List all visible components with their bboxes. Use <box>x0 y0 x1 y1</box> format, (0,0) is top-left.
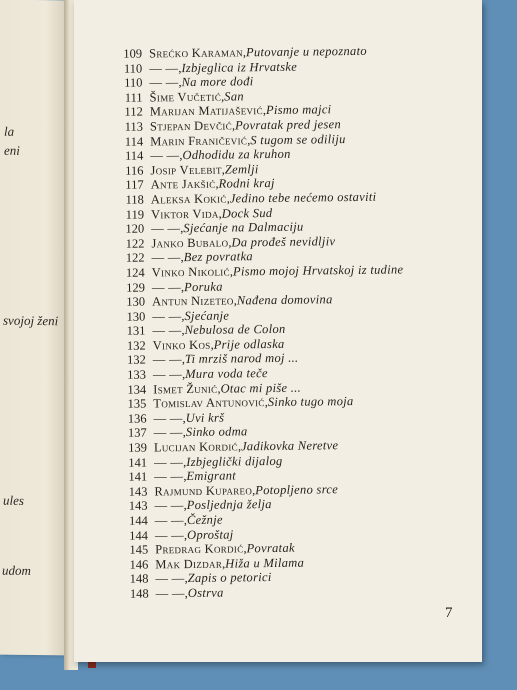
toc-page-number: 144 <box>128 513 148 528</box>
toc-author: — — <box>149 60 179 76</box>
toc-author: — — <box>152 323 182 338</box>
toc-entry: 120 — — , Sjećanje na Dalmaciju <box>108 218 418 236</box>
toc-page-number: 146 <box>129 557 149 572</box>
toc-title: Ti mrziš narod moj ... <box>184 351 299 367</box>
toc-page-number: 139 <box>128 440 147 455</box>
toc-page-number: 129 <box>126 280 146 295</box>
toc-entry: 132 Vinko Kos , Prije odlaska <box>110 335 420 353</box>
toc-title: Jedino tebe nećemo ostaviti <box>229 189 377 206</box>
toc-title: Mura voda teče <box>185 366 268 382</box>
toc-entry: 135 Tomislav Antunović , Sinko tugo moja <box>110 393 420 411</box>
toc-title: Da prođeš nevidljiv <box>231 233 336 250</box>
toc-title: S tugom se odiliju <box>250 131 346 147</box>
toc-entry: 144 — — , Oproštaj <box>112 525 422 543</box>
toc-entry: 114 Marin Franičević , S tugom se odiliju <box>107 131 417 149</box>
toc-title: Prije odlaska <box>213 336 285 352</box>
toc-page-number: 131 <box>126 323 146 339</box>
toc-author: Šime Vučetić <box>149 89 222 105</box>
toc-entry: 110 — — , Izbjeglica iz Hrvatske <box>106 58 416 76</box>
toc-title: Ostrva <box>187 585 224 601</box>
toc-title: Povratak <box>246 540 295 556</box>
toc-title: Nebulosa de Colon <box>184 322 286 338</box>
toc-title: Na more dođi <box>181 74 254 90</box>
toc-entry: 130 — — , Sjećanje <box>109 306 419 324</box>
toc-title: Pismo mojoj Hrvatskoj iz tudine <box>232 262 404 279</box>
toc-author: — — <box>154 469 184 484</box>
toc-title: Potopljeno srce <box>255 482 339 498</box>
toc-page-number: 122 <box>125 236 145 251</box>
toc-entry: 122 — — , Bez povratka <box>108 248 418 266</box>
toc-page-number: 112 <box>124 104 143 120</box>
toc-title: Rodni kraj <box>218 176 275 191</box>
toc-page-number: 148 <box>129 586 149 601</box>
toc-entry: 114 — — , Odhodidu za kruhon <box>107 145 417 163</box>
toc-author: — — <box>155 571 185 586</box>
toc-entry: 146 Mak Dizdar , Hiža u Milama <box>112 554 422 572</box>
left-page-fragment: svojoj ženi <box>3 312 59 329</box>
toc-author: Vinko Nikolić <box>151 264 230 280</box>
toc-author: — — <box>150 148 180 163</box>
toc-author: Viktor Vida <box>150 206 219 221</box>
toc-entry: 130 Antun Nizeteo , Nađena domovina <box>109 291 419 309</box>
toc-page-number: 134 <box>127 382 147 397</box>
toc-entry: 110 — — , Na more dođi <box>106 72 416 90</box>
toc-page-number: 143 <box>128 498 148 514</box>
page-number: 7 <box>445 605 453 621</box>
toc-title: Sjećanje <box>184 308 230 323</box>
toc-title: Izbjeglički dijalog <box>186 453 283 469</box>
toc-title: Sinko odma <box>185 424 248 440</box>
toc-page-number: 144 <box>129 528 149 543</box>
toc-title: Čežnje <box>186 512 223 528</box>
toc-entry: 141 — — , Emigrant <box>111 466 421 484</box>
toc-page-number: 132 <box>126 338 146 353</box>
toc-entry: 143 Rajmund Kupareo , Potopljeno srce <box>111 481 421 499</box>
toc-entry: 111 Šime Vučetić , San <box>107 87 417 105</box>
toc-author: Janko Bubalo <box>151 235 229 251</box>
toc-page-number: 113 <box>124 119 144 134</box>
toc-entry: 148 — — , Zapis o petorici <box>112 569 422 587</box>
toc-entry: 112 Marijan Matijašević , Pismo majci <box>107 102 417 120</box>
toc-page-number: 114 <box>124 148 144 163</box>
toc-entry: 124 Vinko Nikolić , Pismo mojoj Hrvatskoj iz tudine <box>109 262 419 280</box>
toc-title: Hiža u Milama <box>225 555 305 571</box>
table-of-contents <box>106 43 423 601</box>
toc-page-number: 136 <box>127 411 147 426</box>
left-page-fragment: ules <box>3 492 24 508</box>
toc-title: San <box>224 89 244 104</box>
toc-entry: 129 — — , Poruka <box>109 277 419 295</box>
toc-title: Nađena domovina <box>236 292 333 308</box>
left-page-fragment: udom <box>2 562 31 578</box>
toc-entry: 131 — — , Nebulosa de Colon <box>109 320 419 338</box>
toc-entry: 119 Viktor Vida , Dock Sud <box>108 204 418 222</box>
toc-author: — — <box>149 75 179 90</box>
toc-author: Marijan Matijašević <box>149 103 263 119</box>
toc-entry: 133 — — , Mura voda teče <box>110 364 420 382</box>
toc-page-number: 117 <box>125 177 144 193</box>
toc-author: Mak Dizdar <box>155 556 223 572</box>
toc-entry: 117 Ante Jakšić , Rodni kraj <box>108 175 418 193</box>
toc-page-number: 141 <box>128 469 148 484</box>
toc-author: — — <box>153 454 184 470</box>
toc-page-number: 114 <box>124 134 144 149</box>
toc-page-number: 130 <box>126 309 146 324</box>
toc-author: Tomislav Antunović <box>153 395 265 411</box>
toc-entry: 145 Predrag Kordić , Povratak <box>112 539 422 557</box>
toc-title: Povratak pred jesen <box>234 117 342 133</box>
toc-author: — — <box>151 279 182 294</box>
toc-page-number: 118 <box>125 192 144 207</box>
toc-author: — — <box>153 425 183 440</box>
toc-entry: 144 — — , Čežnje <box>112 510 422 528</box>
toc-page-number: 111 <box>124 90 143 105</box>
left-page-fragment: la <box>4 123 15 139</box>
toc-title: Bez povratka <box>183 249 254 265</box>
toc-author: Lucijan Kordić <box>153 439 238 455</box>
toc-author: — — <box>155 586 185 601</box>
toc-entry: 136 — — , Uvi krš <box>110 408 420 426</box>
toc-author: Srećko Karaman <box>148 45 243 61</box>
toc-author: Antun Nizeteo <box>152 293 234 309</box>
toc-author: Josip Velebit <box>150 162 222 178</box>
toc-page-number: 135 <box>127 396 147 412</box>
toc-title: Uvi krš <box>185 410 225 425</box>
toc-page-number: 119 <box>125 207 145 222</box>
toc-author: — — <box>152 367 183 382</box>
toc-entry: 139 Lucijan Kordić , Jadikovka Neretve <box>111 437 421 455</box>
toc-author: — — <box>154 527 185 543</box>
toc-entry: 109 Srećko Karaman , Putovanje u nepoznato <box>106 43 416 61</box>
toc-title: Emigrant <box>186 468 237 484</box>
toc-title: Otac mi piše ... <box>220 380 302 396</box>
toc-page-number: 145 <box>129 542 149 557</box>
toc-entry: 113 Stjepan Devčić , Povratak pred jesen <box>107 116 417 134</box>
toc-title: Zapis o petorici <box>187 570 272 586</box>
toc-author: — — <box>154 513 184 528</box>
toc-page-number: 143 <box>128 484 148 499</box>
toc-author: — — <box>152 352 182 367</box>
toc-title: Odhodidu za kruhon <box>182 146 291 163</box>
toc-author: Aleksa Kokić <box>150 191 227 207</box>
toc-title: Zemlji <box>224 161 259 177</box>
toc-page-number: 141 <box>128 455 148 470</box>
toc-author: Ante Jakšić <box>150 177 216 192</box>
toc-author: — — <box>151 221 181 236</box>
toc-entry: 143 — — , Posljednja želja <box>112 496 422 514</box>
toc-title: Poruka <box>184 279 223 294</box>
toc-title: Posljednja želja <box>186 497 272 513</box>
toc-entry: 118 Aleksa Kokić , Jedino tebe nećemo ostaviti <box>108 189 418 207</box>
toc-title: Izbjeglica iz Hrvatske <box>181 59 298 75</box>
toc-author: — — <box>154 498 184 513</box>
toc-author: — — <box>153 410 183 426</box>
toc-entry: 116 Josip Velebit , Zemlji <box>107 160 417 178</box>
toc-page-number: 110 <box>124 75 143 90</box>
toc-title: Sinko tugo moja <box>267 394 354 410</box>
left-page-fragment: eni <box>4 142 20 158</box>
toc-page-number: 110 <box>123 61 143 76</box>
toc-entry: 122 Janko Bubalo , Da prođeš nevidljiv <box>108 233 418 251</box>
toc-title: Pismo majci <box>265 102 332 118</box>
toc-page-number: 109 <box>123 46 143 61</box>
toc-page-number: 148 <box>129 571 149 587</box>
toc-author: — — <box>151 250 181 265</box>
toc-entry: 148 — — , Ostrva <box>113 583 423 601</box>
toc-page-number: 137 <box>127 425 147 441</box>
toc-author: Marin Franičević <box>150 132 248 149</box>
toc-page-number: 124 <box>125 265 145 280</box>
toc-page-number: 133 <box>127 367 147 382</box>
toc-author: — — <box>152 308 182 324</box>
toc-author: Predrag Kordić <box>155 541 244 557</box>
toc-entry: 141 — — , Izbjeglički dijalog <box>111 452 421 470</box>
toc-title: Sjećanje na Dalmaciju <box>183 219 304 236</box>
toc-entry: 132 — — , Ti mrziš narod moj ... <box>110 350 420 368</box>
toc-page-number: 122 <box>125 250 145 266</box>
toc-author: Vinko Kos <box>152 337 211 353</box>
toc-title: Dock Sud <box>221 205 273 221</box>
toc-author: Rajmund Kupareo <box>154 483 253 499</box>
toc-page-number: 120 <box>125 221 145 236</box>
toc-page-number: 116 <box>125 163 144 178</box>
toc-title: Putovanje u nepoznato <box>245 43 367 60</box>
toc-page-number: 132 <box>126 353 146 368</box>
toc-title: Oproštaj <box>187 527 234 542</box>
toc-entry: 137 — — , Sinko odma <box>111 423 421 441</box>
toc-title: Jadikovka Neretve <box>240 438 339 454</box>
toc-entry: 134 Ismet Žunić , Otac mi piše ... <box>110 379 420 397</box>
toc-page-number: 130 <box>126 294 146 309</box>
left-page <box>0 0 66 655</box>
toc-author: Ismet Žunić <box>153 381 218 397</box>
toc-author: Stjepan Devčić <box>149 118 233 134</box>
